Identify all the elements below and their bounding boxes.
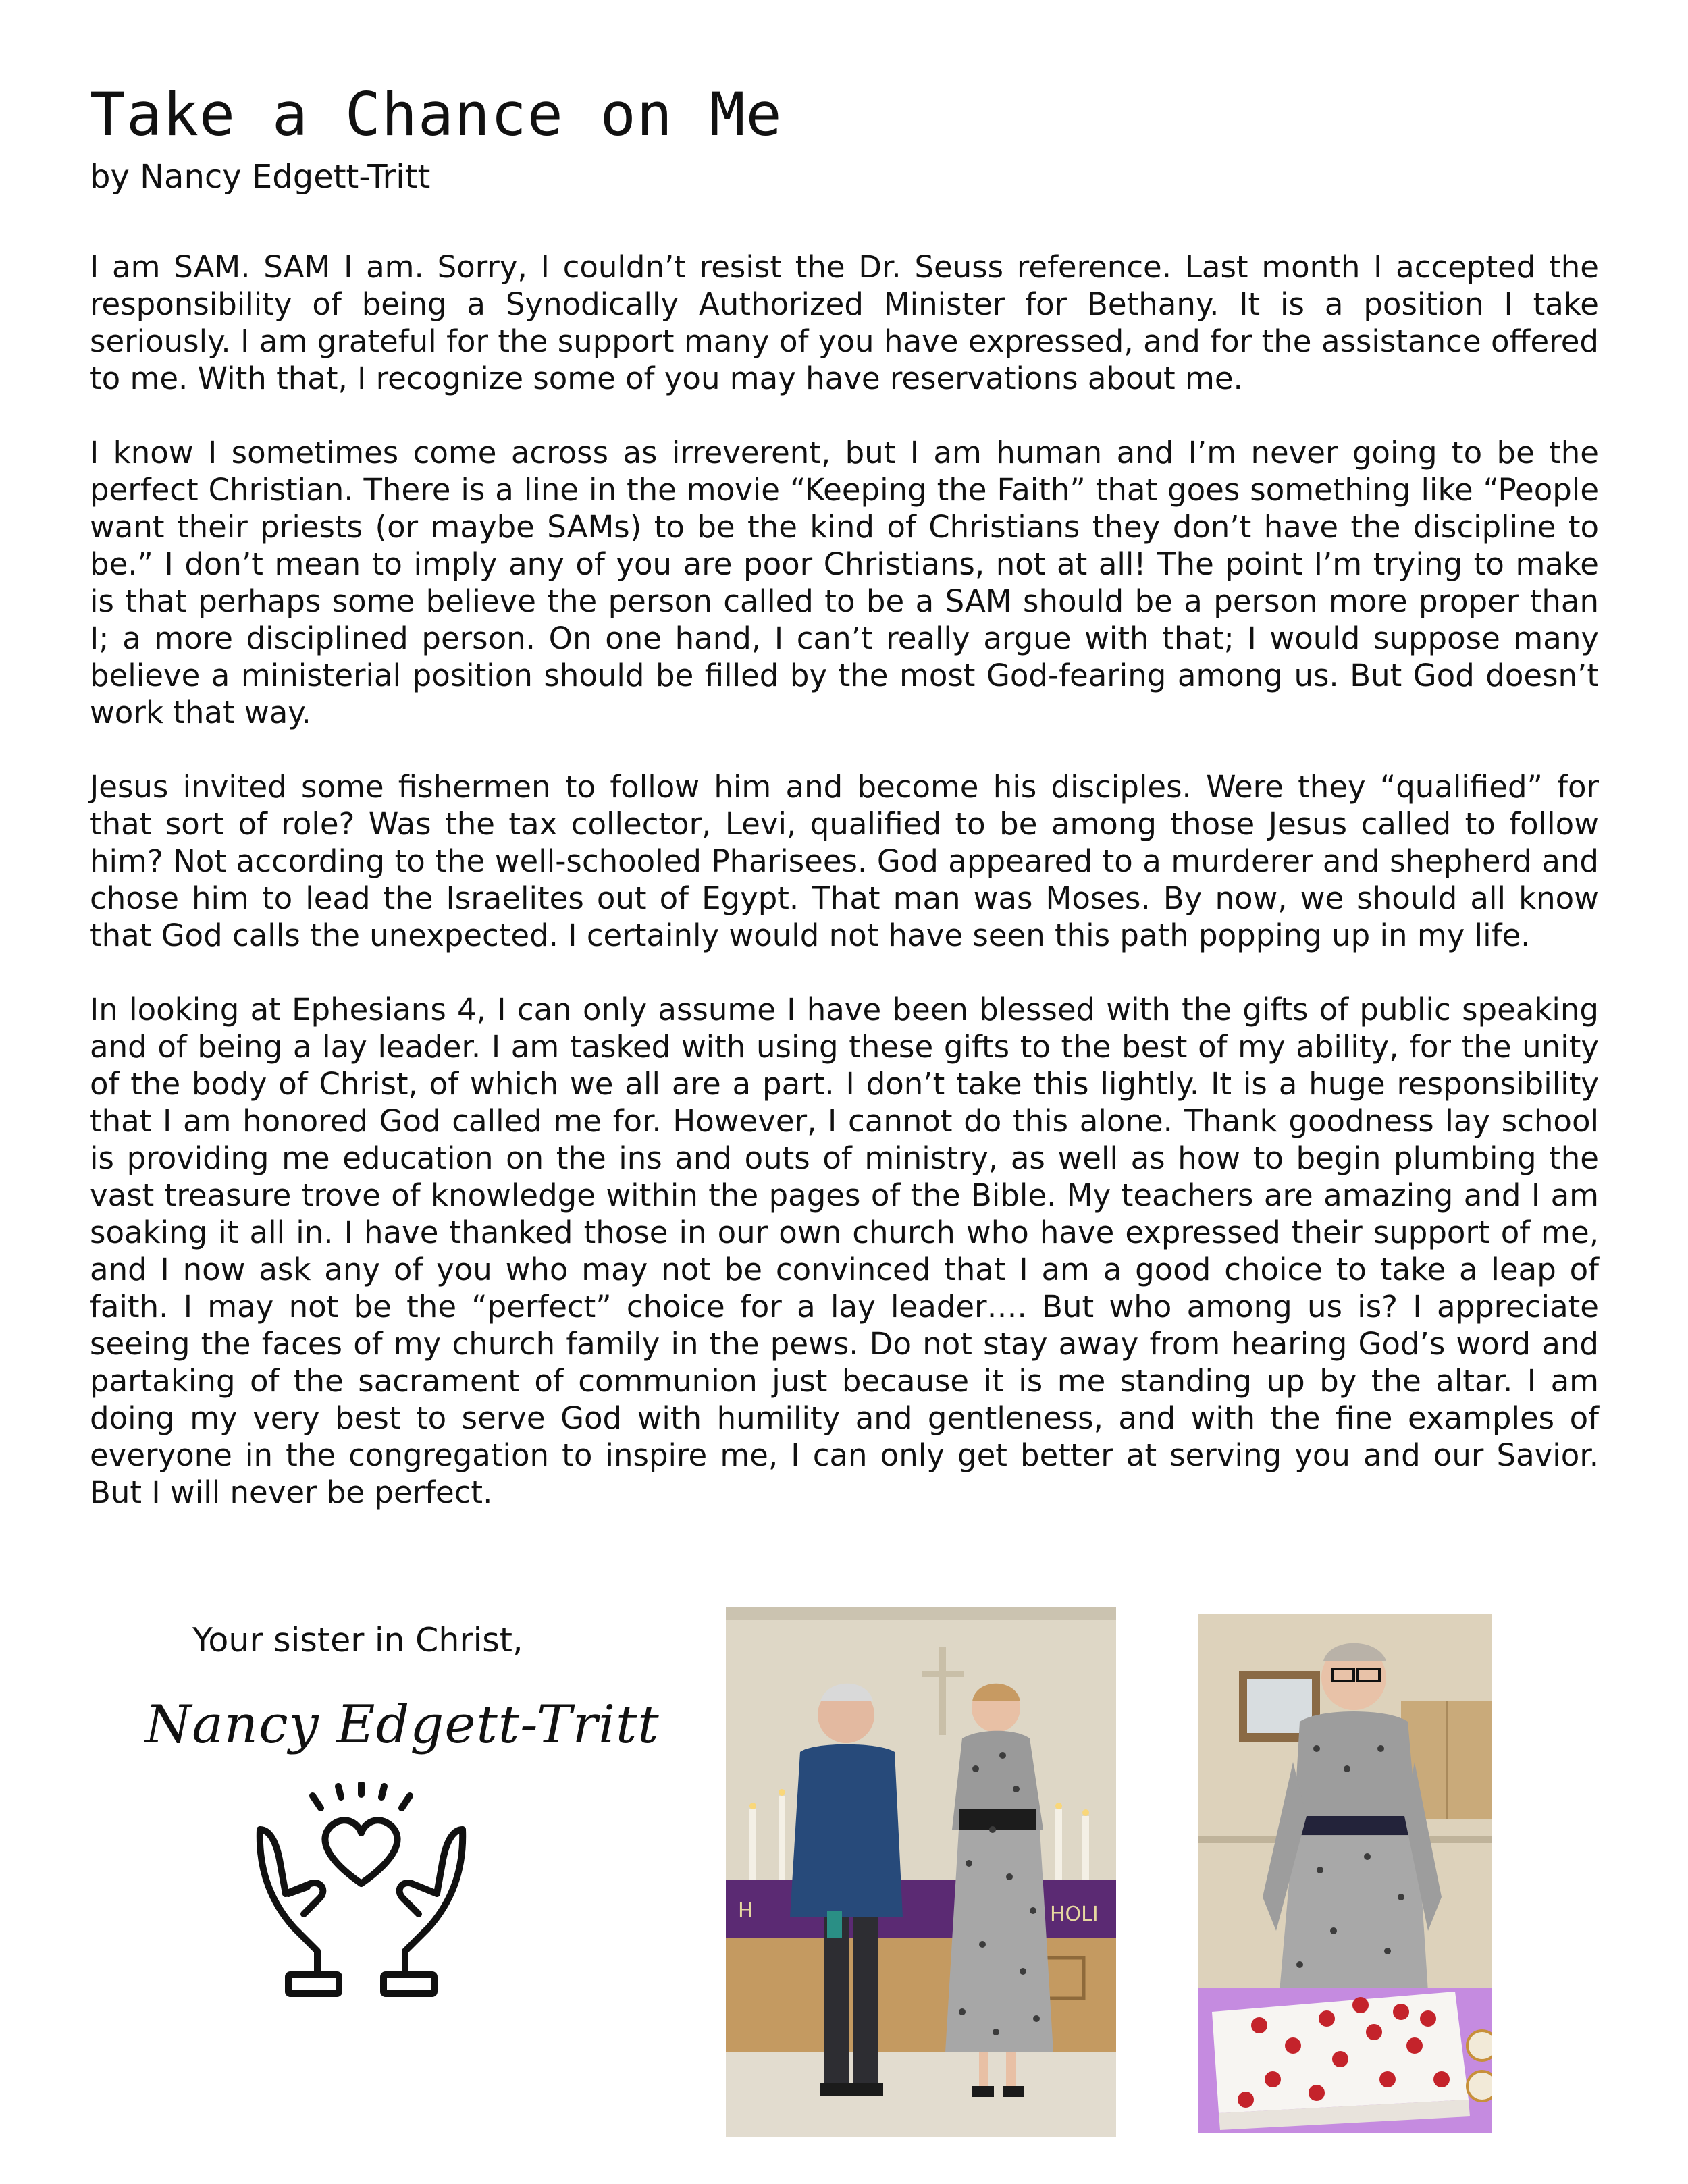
cake-photo-illustration — [1198, 1614, 1492, 2133]
photo-cake-celebration — [1198, 1614, 1492, 2133]
altar-photo-illustration — [726, 1607, 1116, 2137]
article-paragraph: I know I sometimes come across as irreverent, but I am human and I’m never going to be the perfect Christian. There is a line in the movie “Keeping the Faith” that goes something like “People want their priests (or maybe SAMs) to be the kind of Christians they don’t have the discipline to be.” I don’t mean to imply any of you are poor Christians, not at all! The point I’m trying to make is that perhaps some believe the person called to be a SAM should be a person more proper than I; a more disciplined person. On one hand, I can’t really argue with that; I would suppose many believe a ministerial position should be filled by the most God-fearing among us. But God doesn’t work that way. — [90, 435, 1599, 730]
article-paragraph: In looking at Ephesians 4, I can only assume I have been blessed with the gifts of public speaking and of being a lay leader. I am tasked with using these gifts to the best of my ability, for the unity of the body of Christ, of which we all are a part. I don’t take this lightly. It is a huge responsibility that I am honored God called me for. However, I cannot do this alone. Thank goodness lay school is providing me education on the ins and outs of ministry, as well as how to begin plumbing the vast treasure trove of knowledge within the pages of the Bible. My teachers are amazing and I am soaking it all in. I have thanked those in our own church who have expressed their support of me, and I now ask any of you who may not be convinced that I am a good choice to take a leap of faith. I may not be the “perfect” choice for a lay leader…. But who among us is? I appreciate seeing the faces of my church family in the pews. Do not stay away from hearing God’s word and partaking of the sacrament of communion just because it is me standing up by the altar. I am doing my very best to serve God with humility and gentleness, and with the fine examples of everyone in the congregation to inspire me, I can only get better at serving you and our Savior. But I will never be perfect. — [90, 992, 1599, 1510]
handwritten-signature: Nancy Edgett-Tritt — [145, 1695, 660, 1755]
article-paragraph: Jesus invited some fishermen to follow him and become his disciples. Were they “qualified” for that sort of role? Was the tax collector, Levi, qualified to be among those Jesus called to follow him? Not according to the well-schooled Pharisees. God appeared to a murderer and shepherd and chose him to lead the Israelites out of Egypt. That man was Moses. By now, we should all know that God calls the unexpected. I certainly would not have seen this path popping up in my life. — [90, 769, 1599, 953]
article-paragraph: I am SAM. SAM I am. Sorry, I couldn’t resist the Dr. Seuss reference. Last month I accepted the responsibility of being a Synodically Authorized Minister for Bethany. It is a position I take seriously. I am grateful for the support many of you have expressed, and for the assistance offered to me. With that, I recognize some of you may have reservations about me. — [90, 249, 1599, 396]
altar-banner-right: HOLI — [1050, 1902, 1099, 1926]
hands-holding-heart-icon — [246, 1782, 476, 2005]
article-byline: by Nancy Edgett-Tritt — [90, 158, 431, 196]
article-body — [90, 248, 1599, 1548]
photo-altar-portrait — [726, 1607, 1116, 2137]
signoff-text: Your sister in Christ, — [192, 1621, 523, 1659]
altar-banner-left: H — [738, 1899, 754, 1923]
article-title: Take a Chance on Me — [90, 80, 783, 149]
